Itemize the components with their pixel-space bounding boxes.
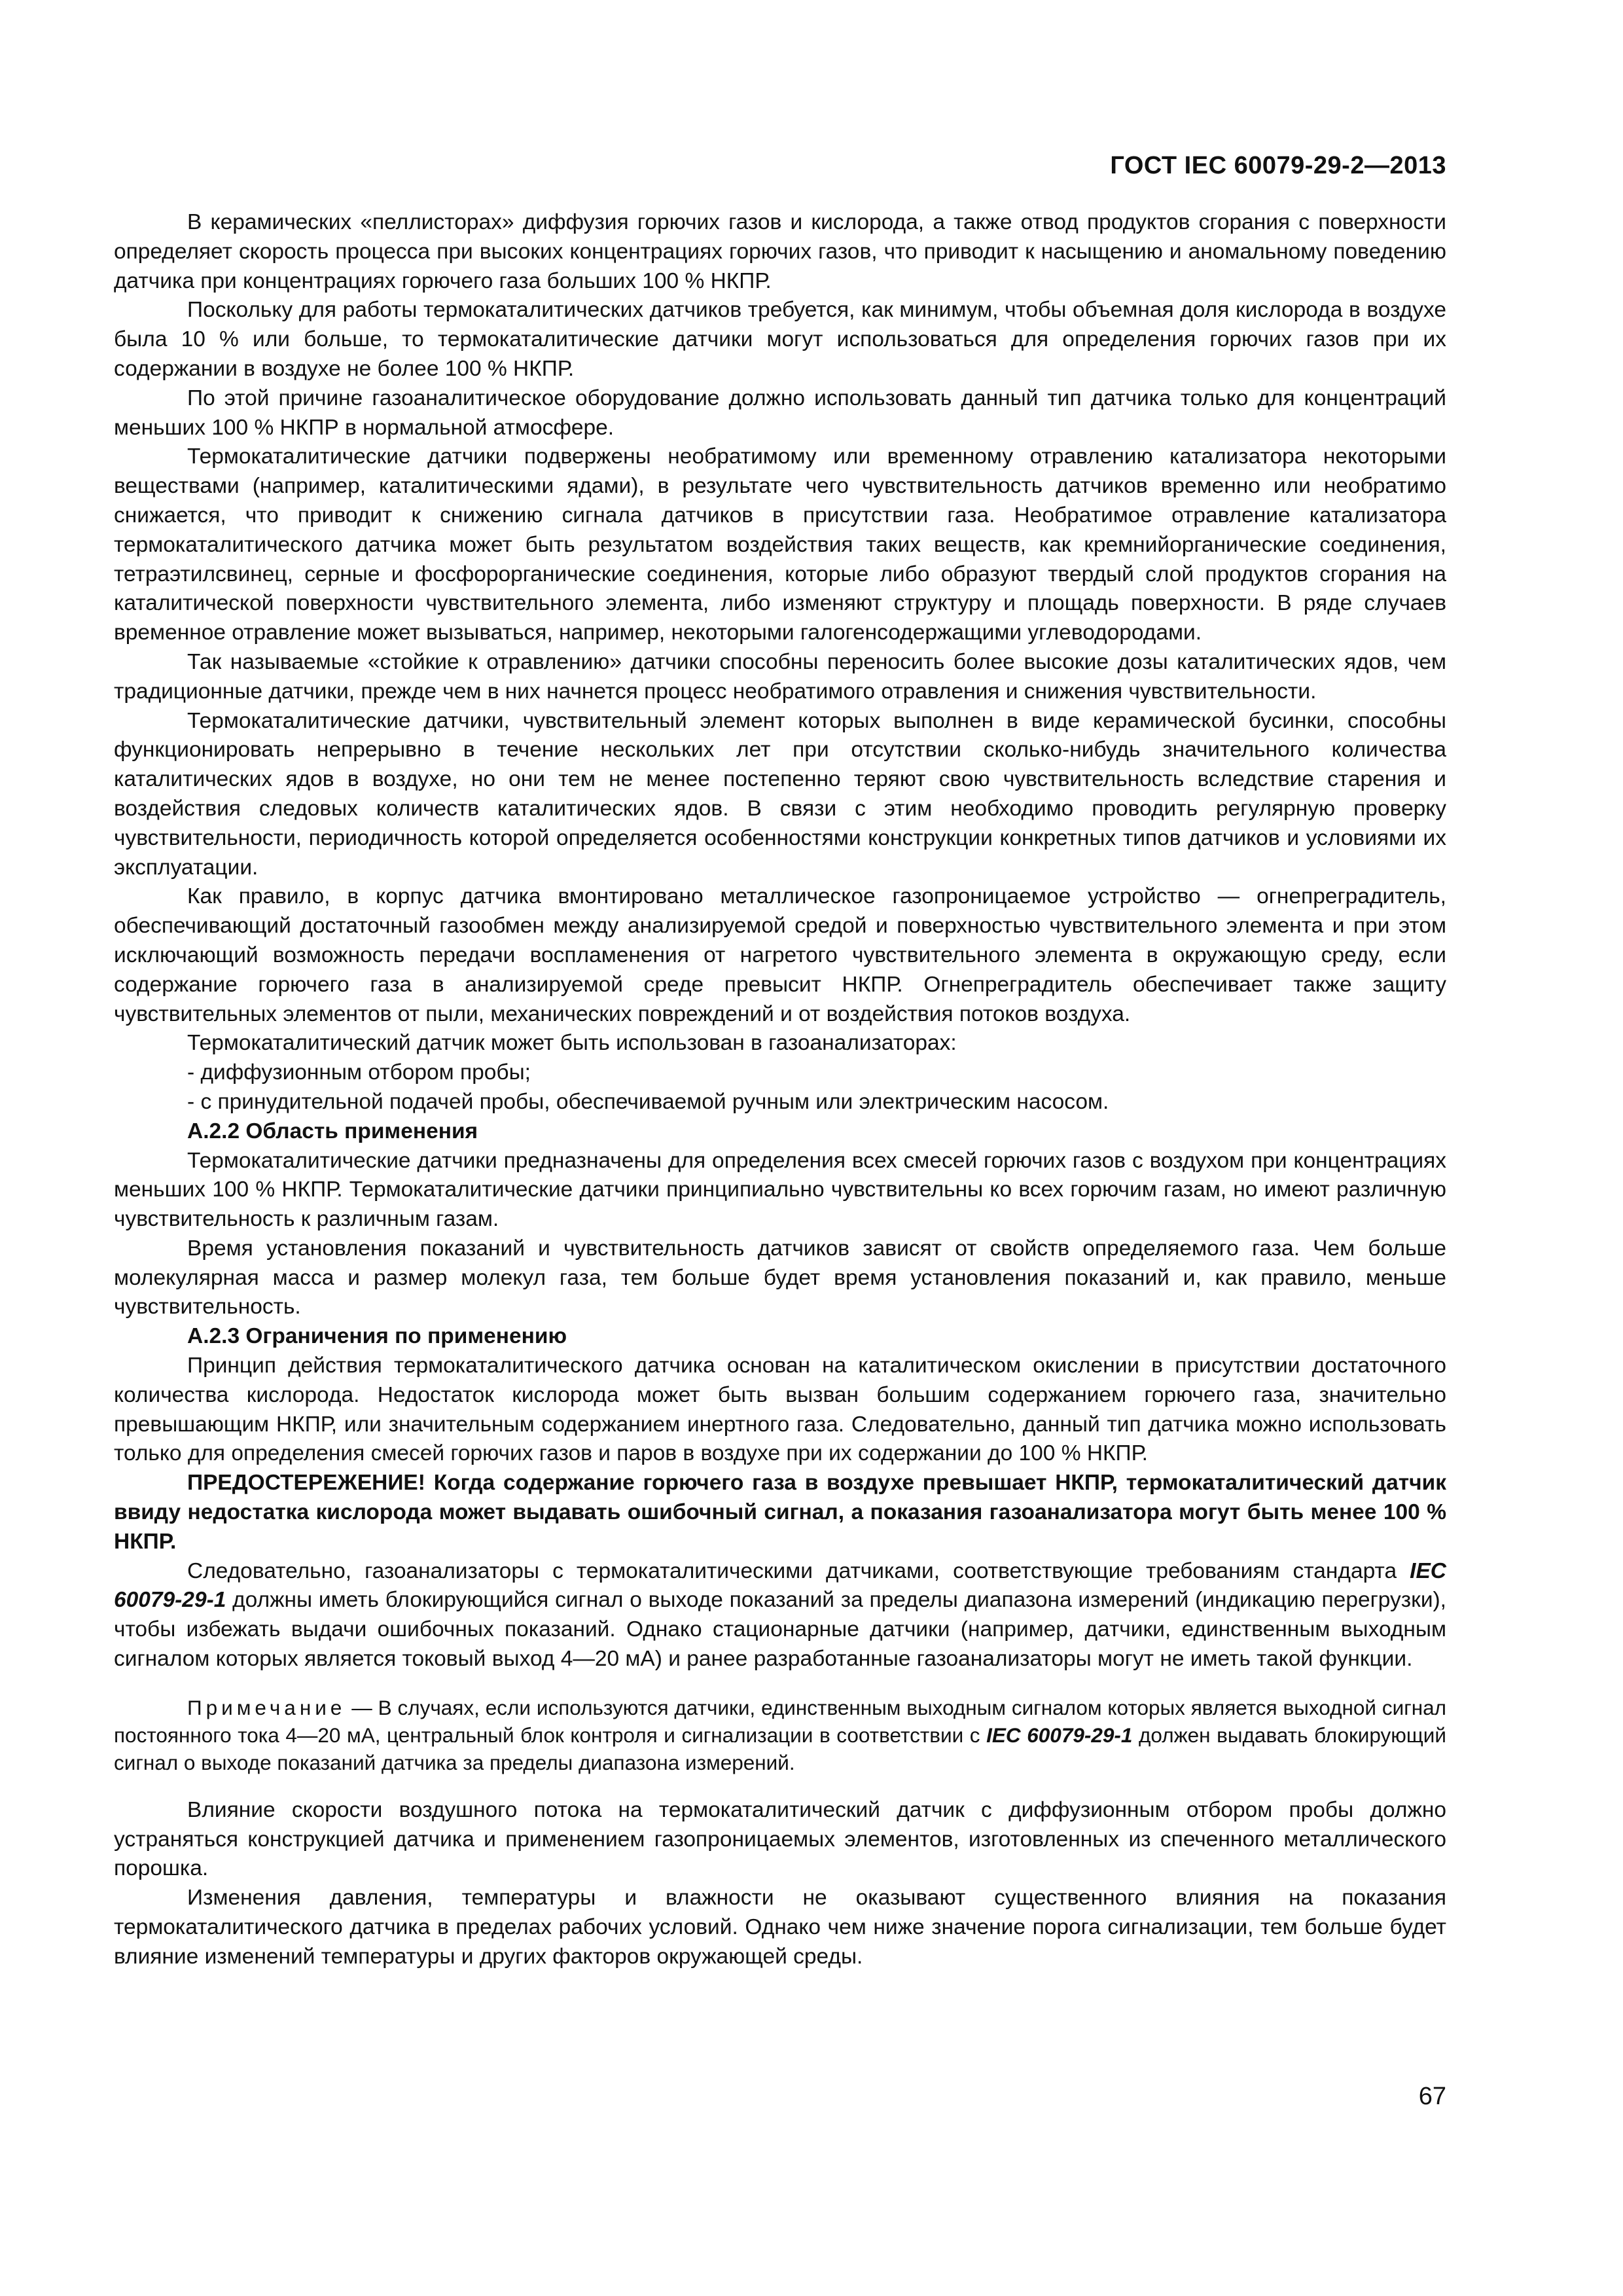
page-number: 67 <box>1418 2083 1446 2110</box>
list-item: - с принудительной подачей пробы, обеспечиваемой ручным или электрическим насосом. <box>187 1089 1109 1114</box>
paragraph-iec <box>114 1557 1446 1674</box>
standard-reference: IEC 60079-29-1 <box>114 1558 1446 1613</box>
document-header: ГОСТ IEC 60079-29-2—2013 <box>1110 152 1446 179</box>
list-item: - диффузионным отбором пробы; <box>187 1060 531 1085</box>
paragraph: По этой причине газоаналитическое оборудование должно использовать данный тип датчика только для концентраций меньших 100 % НКПР в нормальной атмосфере. <box>114 386 1446 440</box>
note-paragraph <box>114 1694 1446 1776</box>
paragraph: Изменения давления, температуры и влажности не оказывают существенного влияния на показания термокаталитического датчика в пределах рабочих условий. Однако чем ниже значение порога сигнализации, тем больше будет влияние изменений температуры и других факторов окружающей среды. <box>114 1886 1446 1969</box>
paragraph: Термокаталитический датчик может быть использован в газоанализаторах: <box>187 1031 957 1056</box>
section-heading-a22: А.2.2 Область применения <box>187 1119 478 1143</box>
paragraph: Термокаталитические датчики предназначены для определения всех смесей горючих газов с воздухом при концентрациях меньших 100 % НКПР. Термокаталитические датчики принципиально чувствительны ко всех горючим газам, но имеют различную чувствительность к различным газам. <box>114 1148 1446 1232</box>
paragraph: Так называемые «стойкие к отравлению» датчики способны переносить более высокие дозы каталитических ядов, чем традиционные датчики, прежде чем в них начнется процесс необратимого отравления и снижения чувствительности. <box>114 649 1446 704</box>
section-heading-a23: А.2.3 Ограничения по применению <box>187 1324 567 1349</box>
paragraph: Термокаталитические датчики подвержены необратимому или временному отравлению катализатора некоторыми веществами (например, каталитическими ядами), в результате чего чувствительность датчиков временно или необратимо снижается, что приводит к снижению сигнала датчиков в присутствии газа. Необратимое отравление катализатора термокаталитического датчика может быть результатом воздействия таких веществ, как кремнийорганические соединения, тетраэтилсвинец, серные и фосфорорганические соединения, которые либо образуют твердый слой продуктов сгорания на каталитической поверхности чувствительного элемента, либо изменяют структуру и площадь поверхности. В ряде случаев временное отравление может вызываться, например, некоторыми галогенсодержащими углеводородами. <box>114 444 1446 645</box>
standard-reference: IEC 60079-29-1 <box>986 1723 1133 1747</box>
paragraph: Принцип действия термокаталитического датчика основан на каталитическом окислении в присутствии достаточного количества кислорода. Недостаток кислорода может быть вызван большим содержанием горючего газа, значительно превышающим НКПР, или значительным содержанием инертного газа. Следовательно, данный тип датчика можно использовать только для определения смесей горючих газов и паров в воздухе при их содержании до 100 % НКПР. <box>114 1354 1446 1466</box>
paragraph: Термокаталитические датчики, чувствительный элемент которых выполнен в виде керамической бусинки, способны функционировать непрерывно в течение нескольких лет при отсутствии сколько-нибудь значительного количества каталитических ядов в воздухе, но они тем не менее постепенно теряют свою чувствительность вследствие старения и воздействия следовых количеств каталитических ядов. В связи с этим необходимо проводить регулярную проверку чувствительности, периодичность которой определяется особенностями конструкции конкретных типов датчиков и условиями их эксплуатации. <box>114 708 1446 880</box>
paragraph: Время установления показаний и чувствительность датчиков зависят от свойств определяемого газа. Чем больше молекулярная масса и размер молекул газа, тем больше будет время установления показаний и, как правило, меньше чувствительность. <box>114 1236 1446 1319</box>
note-text-after: должен выдавать блокирующий сигнал о выходе показаний датчика за пределы диапазона измерений. <box>114 1723 1446 1774</box>
document-body <box>114 208 1446 1972</box>
paragraph-iec-after: должны иметь блокирующийся сигнал о выходе показаний за пределы диапазона измерений (индикацию перегрузки), чтобы избежать выдачи ошибочных показаний. Однако стационарные датчики (например, датчики, единственным выходным сигналом которых является токовый выход 4—20 мА) и ранее разработанные газоанализаторы могут не иметь такой функции. <box>114 1588 1446 1672</box>
note-text-before: — В случаях, если используются датчики, единственным выходным сигналом которых является выходной сигнал постоянного тока 4—20 мА, центральный блок контроля и сигнализации в соответствии с <box>114 1695 1446 1747</box>
warning-paragraph: ПРЕДОСТЕРЕЖЕНИЕ! Когда содержание горючего газа в воздухе превышает НКПР, термокаталитический датчик ввиду недостатка кислорода может выдавать ошибочный сигнал, а показания газоанализатора могут быть менее 100 % НКПР. <box>114 1471 1446 1554</box>
paragraph: Влияние скорости воздушного потока на термокаталитический датчик с диффузионным отбором пробы должно устраняться конструкцией датчика и применением газопроницаемых элементов, изготовленных из спеченного металлического порошка. <box>114 1797 1446 1881</box>
paragraph-iec-before: Следовательно, газоанализаторы с термокаталитическими датчиками, соответствующие требованиям стандарта <box>187 1558 1410 1583</box>
paragraph: Поскольку для работы термокаталитических датчиков требуется, как минимум, чтобы объемная доля кислорода в воздухе была 10 % или больше, то термокаталитические датчики могут использоваться для определения горючих газов при их содержании в воздухе не более 100 % НКПР. <box>114 298 1446 381</box>
note-label: Примечание <box>187 1695 346 1719</box>
paragraph: Как правило, в корпус датчика вмонтировано металлическое газопроницаемое устройство — огнепреградитель, обеспечивающий достаточный газообмен между анализируемой средой и поверхностью чувствительного элемента и при этом исключающий возможность передачи воспламенения от нагретого чувствительного элемента в окружающую среду, если содержание горючего газа в анализируемой среде превысит НКПР. Огнепреградитель обеспечивает также защиту чувствительных элементов от пыли, механических повреждений и от воздействия потоков воздуха. <box>114 884 1446 1026</box>
paragraph: В керамических «пеллисторах» диффузия горючих газов и кислорода, а также отвод продуктов сгорания с поверхности определяет скорость процесса при высоких концентрациях горючих газов, что приводит к насыщению и аномальному поведению датчика при концентрациях горючего газа больших 100 % НКПР. <box>114 210 1446 293</box>
